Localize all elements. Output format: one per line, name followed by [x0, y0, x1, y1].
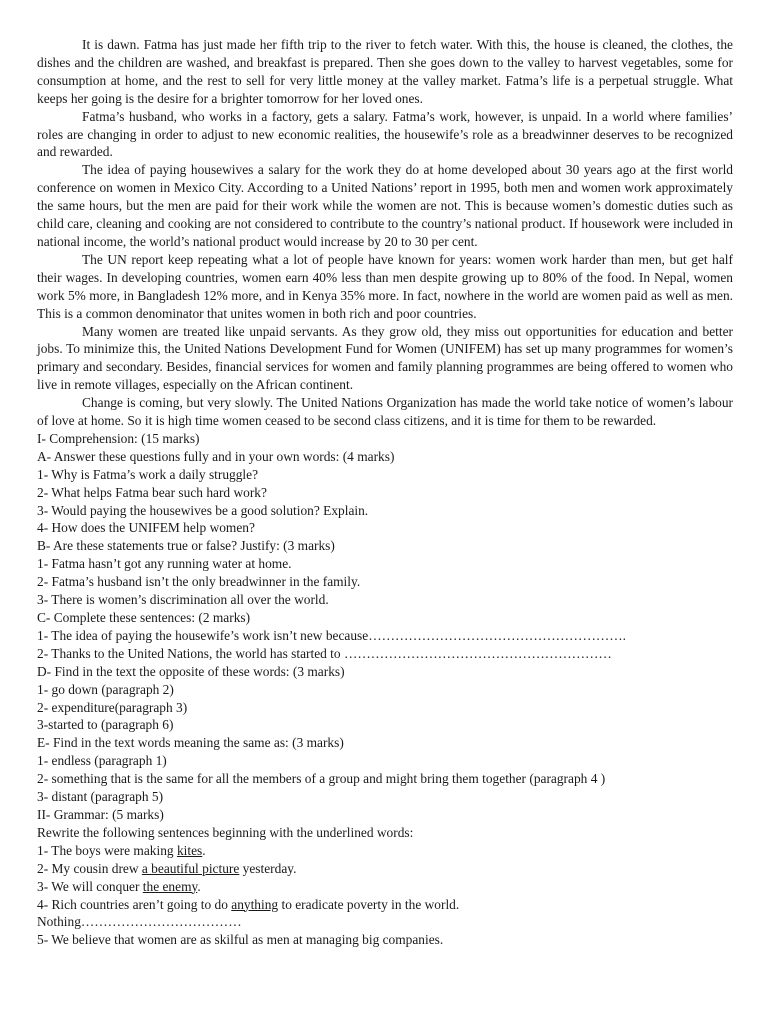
passage-paragraph-1: It is dawn. Fatma has just made her fifth trip to the river to fetch water. With this, the house is cleaned, the clothes, the dishes and the children are washed, and breakfast is prepared. Then she goes down to the valley to harvest vegetables, some for consumption at home, and the rest to sell for very little money at the valley market. Fatma’s life is a perpetual struggle. What keeps her going is the desire for a brighter tomorrow for her loved ones.: [37, 37, 733, 106]
word-d1: 1- go down (paragraph 2): [37, 681, 174, 697]
part-e-heading: E- Find in the text words meaning the same as: (3 marks): [37, 735, 344, 751]
sentence-c2: 2- Thanks to the United Nations, the world has started to ……………………………………………………: [37, 645, 612, 661]
part-b-heading: B- Are these statements true or false? Justify: (3 marks): [37, 538, 335, 554]
statement-b2: 2- Fatma’s husband isn’t the only breadwinner in the family.: [37, 574, 361, 590]
part-d-heading: D- Find in the text the opposite of these words: (3 marks): [37, 663, 345, 679]
grammar-item-1: 1- The boys were making kites.: [37, 842, 206, 858]
word-e2: 2- something that is the same for all the members of a group and might bring them together (paragraph 4 ): [37, 771, 606, 787]
underlined-word: kites: [176, 842, 203, 858]
word-e3: 3- distant (paragraph 5): [37, 789, 164, 805]
question-a4: 4- How does the UNIFEM help women?: [37, 520, 255, 536]
question-a1: 1- Why is Fatma’s work a daily struggle?: [37, 466, 259, 482]
section-heading-comprehension: I- Comprehension: (15 marks): [37, 430, 200, 446]
document-page: [37, 36, 733, 949]
part-c-heading: C- Complete these sentences: (2 marks): [37, 610, 251, 625]
statement-b3: 3- There is women’s discrimination all over the world.: [37, 592, 329, 608]
grammar-instruction: Rewrite the following sentences beginning with the underlined words:: [37, 824, 414, 840]
word-d3: 3-started to (paragraph 6): [37, 717, 174, 733]
word-d2: 2- expenditure(paragraph 3): [37, 699, 188, 715]
question-a3: 3- Would paying the housewives be a good solution? Explain.: [37, 502, 369, 518]
passage-paragraph-2: Fatma’s husband, who works in a factory, gets a salary. Fatma’s work, however, is unpaid. In a world where families’ roles are changing in order to adjust to new economic realities, the housewife’s role as a breadwinner deserves to be recognized and rewarded.: [37, 108, 733, 160]
part-a-heading: A- Answer these questions fully and in your own words: (4 marks): [37, 448, 395, 464]
passage-paragraph-5: Many women are treated like unpaid servants. As they grow old, they miss out opportunities for education and better jobs. To minimize this, the United Nations Development Fund for Women (UNIFEM) has set up many programmes for women’s primary and secondary. Besides, financial services for women and family planning programmes are being offered to women who live in remote villages, especially on the African continent.: [37, 323, 733, 393]
question-a2: 2- What helps Fatma bear such hard work?: [37, 484, 267, 500]
underlined-word: the enemy: [142, 878, 198, 894]
underlined-word: anything: [231, 896, 279, 912]
grammar-item-3: 3- We will conquer the enemy.: [37, 878, 201, 894]
grammar-item-2: 2- My cousin drew a beautiful picture yesterday.: [37, 860, 297, 876]
passage-paragraph-4: The UN report keep repeating what a lot of people have known for years: women work harder than men, but get half their wages. In developing countries, women earn 40% less than men despite growing up to 80% of the food. In Nepal, women work 5% more, in Bangladesh 12% more, and in Kenya 35% more. In fact, nowhere in the world are women paid as well as men. This is a common denominator that unites women in both rich and poor countries.: [37, 251, 733, 321]
passage-paragraph-3: The idea of paying housewives a salary for the work they do at home developed about 30 years ago at the first world conference on women in Mexico City. According to a United Nations’ report in 1995, both men and women work approximately the same hours, but the men are paid for their work while the women are not. This is because women’s domestic duties such as child care, cleaning and cooking are not considered to contribute to the country’s national product. If housework were included in national income, the world’s national product would increase by 20 to 30 per cent.: [37, 162, 733, 249]
statement-b1: 1- Fatma hasn’t got any running water at home.: [37, 556, 292, 572]
grammar-item-5: 5- We believe that women are as skilful as men at managing big companies.: [37, 932, 444, 948]
sentence-c1: 1- The idea of paying the housewife’s work isn’t new because………………………………………………….: [37, 627, 626, 643]
passage-paragraph-6: Change is coming, but very slowly. The United Nations Organization has made the world take notice of women’s labour of love at home. So it is high time women ceased to be second class citizens, and it is time for them to be rewarded.: [37, 395, 733, 429]
answer-line: Nothing………………………………: [37, 914, 242, 930]
section-heading-grammar: II- Grammar: (5 marks): [37, 806, 164, 822]
grammar-item-4: 4- Rich countries aren’t going to do anything to eradicate poverty in the world.: [37, 896, 460, 912]
word-e1: 1- endless (paragraph 1): [37, 753, 167, 769]
underlined-word: a beautiful picture: [141, 860, 240, 876]
